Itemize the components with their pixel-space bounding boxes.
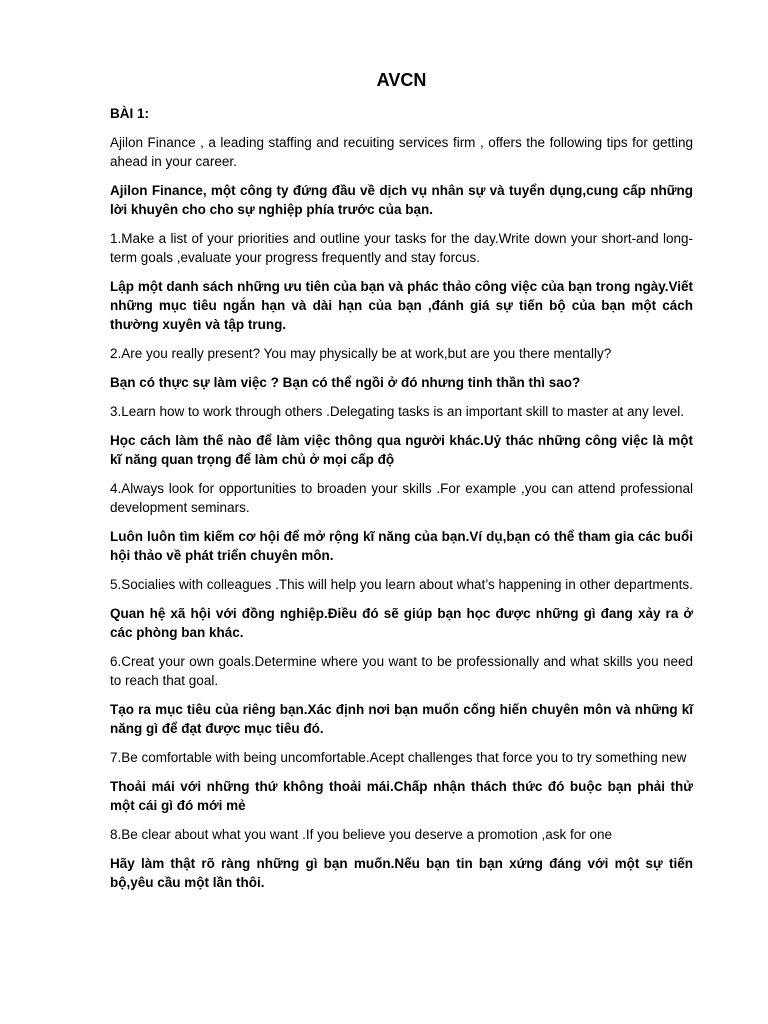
paragraph-intro-en: Ajilon Finance , a leading staffing and recuiting services firm , offers the following tips for getting ahead in your career. (110, 135, 693, 169)
paragraph-tip-1-en: 1.Make a list of your priorities and outline your tasks for the day.Write down your short-and long-term goals ,evaluate your progress frequently and stay forcus. (110, 231, 693, 265)
paragraph-tip-1-vi: Lập một danh sách những ưu tiên của bạn và phác thảo công việc của bạn trong ngày.Viết những mục tiêu ngắn hạn và dài hạn của bạn ,đánh giá sự tiến bộ của bạn một cách thường xuyên và tập trung. (110, 279, 693, 332)
document-title: AVCN (376, 70, 427, 90)
paragraph-tip-3-vi: Học cách làm thế nào để làm việc thông qua người khác.Uỷ thác những công việc là một kĩ năng quan trọng để làm chủ ở mọi cấp độ (110, 433, 693, 467)
paragraph-tip-6-vi: Tạo ra mục tiêu của riêng bạn.Xác định nơi bạn muốn cống hiến chuyên môn và những kĩ năng gì để đạt được mục tiêu đó. (110, 702, 693, 736)
paragraph-tip-4-vi: Luôn luôn tìm kiếm cơ hội để mở rộng kĩ năng của bạn.Ví dụ,bạn có thể tham gia các buổi hội thảo về phát triển chuyên môn. (110, 529, 693, 563)
paragraph-intro-vi: Ajilon Finance, một công ty đứng đầu về dịch vụ nhân sự và tuyển dụng,cung cấp những lời khuyên cho cho sự nghiệp phía trước của bạn. (110, 183, 693, 217)
paragraph-tip-6-en: 6.Creat your own goals.Determine where you want to be professionally and what skills you need to reach that goal. (110, 654, 693, 688)
section-heading: BÀI 1: (110, 106, 150, 121)
paragraph-tip-3-en: 3.Learn how to work through others .Delegating tasks is an important skill to master at any level. (110, 404, 685, 419)
paragraph-tip-5-vi: Quan hệ xã hội với đồng nghiệp.Điều đó sẽ giúp bạn học được những gì đang xảy ra ở các phòng ban khác. (110, 606, 693, 640)
paragraph-tip-2-en: 2.Are you really present? You may physically be at work,but are you there mentally? (110, 346, 612, 361)
paragraph-tip-8-vi: Hãy làm thật rõ ràng những gì bạn muốn.Nếu bạn tin bạn xứng đáng với một sự tiến bộ,yêu cầu một lần thôi. (110, 856, 693, 890)
paragraph-tip-4-en: 4.Always look for opportunities to broaden your skills .For example ,you can attend professional development seminars. (110, 481, 693, 515)
paragraph-tip-2-vi: Bạn có thực sự làm việc ? Bạn có thể ngồi ở đó nhưng tinh thần thì sao? (110, 375, 581, 390)
paragraph-tip-8-en: 8.Be clear about what you want .If you believe you deserve a promotion ,ask for one (110, 827, 613, 842)
paragraph-tip-5-en: 5.Socialies with colleagues .This will help you learn about what’s happening in other departments. (110, 577, 693, 592)
paragraph-tip-7-vi: Thoải mái với những thứ không thoải mái.Chấp nhận thách thức đó buộc bạn phải thử một cái gì đó mới mẻ (110, 779, 693, 813)
paragraph-tip-7-en: 7.Be comfortable with being uncomfortable.Acept challenges that force you to try something new (110, 750, 687, 765)
